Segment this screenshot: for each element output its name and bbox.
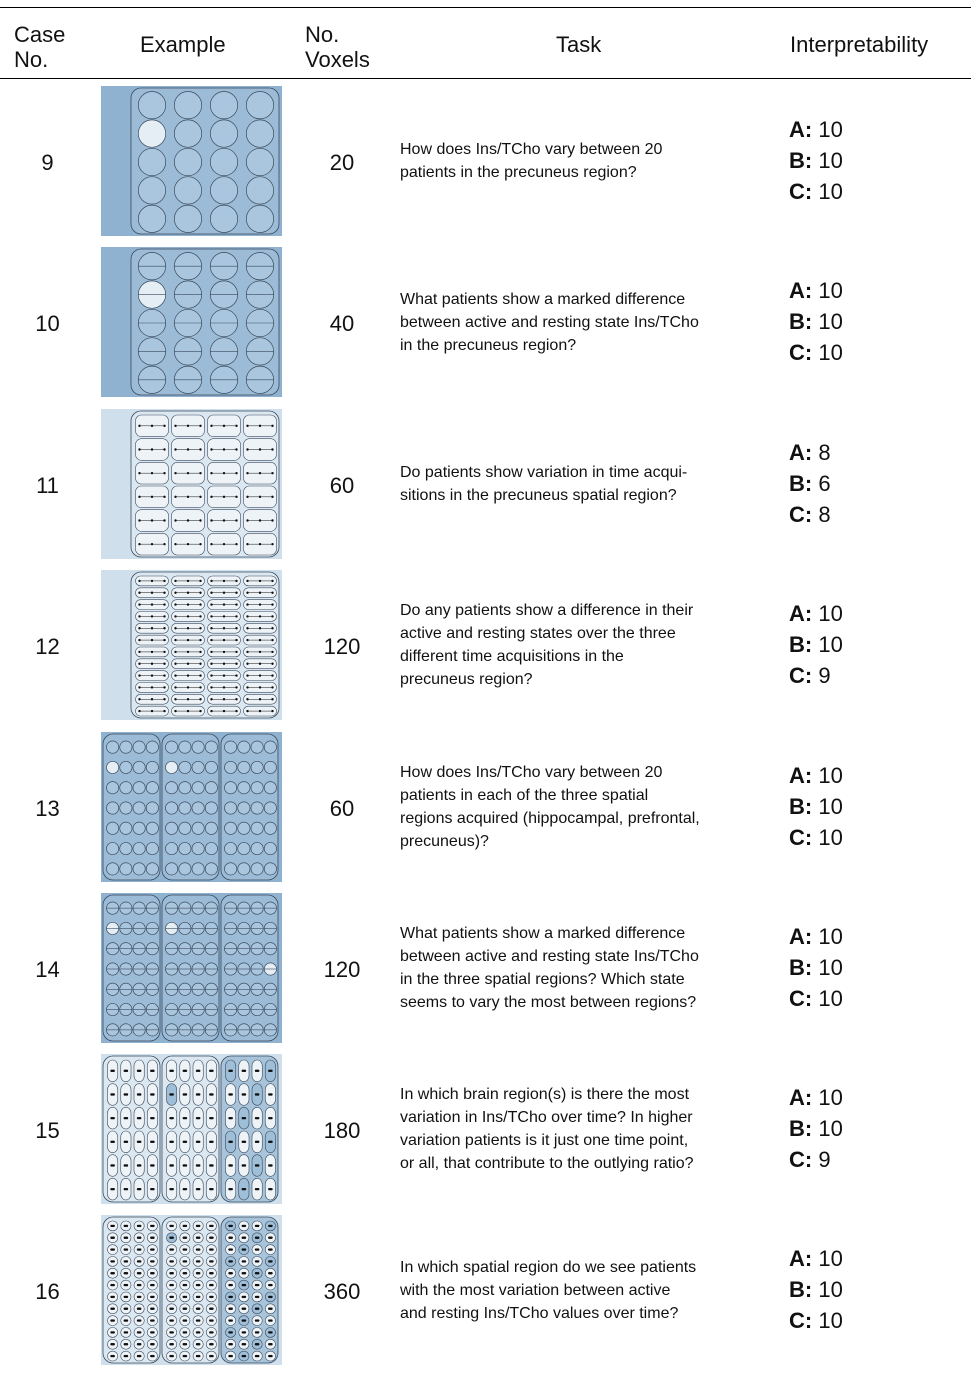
header-rule xyxy=(0,78,971,79)
example-graphic xyxy=(101,570,282,720)
table-row xyxy=(0,247,971,409)
task-line: precuneus)? xyxy=(400,833,489,850)
score-label: C: xyxy=(789,1308,813,1333)
task-line: precuneus region? xyxy=(400,671,533,688)
voxel-circle xyxy=(251,782,263,794)
score-label: C: xyxy=(789,825,813,850)
score-value: 10 xyxy=(818,1308,843,1333)
voxel-circle xyxy=(205,842,217,854)
case-number: 13 xyxy=(35,796,60,821)
task-description xyxy=(400,1256,772,1325)
voxel-circle xyxy=(146,822,158,834)
voxel-circle xyxy=(205,741,217,753)
score-line xyxy=(789,952,959,983)
score-value: 10 xyxy=(818,1085,843,1110)
voxel-circle xyxy=(238,842,250,854)
score-line xyxy=(789,275,959,306)
example-thumbnail xyxy=(101,570,282,720)
task-description xyxy=(400,461,772,507)
score-line xyxy=(789,629,959,660)
voxel-circle xyxy=(133,802,145,814)
score-line xyxy=(789,1082,959,1113)
task-line: sitions in the precuneus spatial region? xyxy=(400,487,677,504)
voxel-circle xyxy=(133,822,145,834)
score-label: C: xyxy=(789,179,813,204)
voxel-circle xyxy=(138,148,165,175)
score-value: 10 xyxy=(818,763,843,788)
task-line: variation patients is it just one time point, xyxy=(400,1132,689,1149)
task-description xyxy=(400,922,772,1014)
task-description xyxy=(400,599,772,691)
score-value: 10 xyxy=(818,986,843,1011)
voxel-circle xyxy=(246,92,273,119)
task-description xyxy=(400,1083,772,1175)
voxel-count: 120 xyxy=(323,634,361,659)
voxel-circle xyxy=(120,842,132,854)
voxel-circle xyxy=(120,741,132,753)
voxel-circle xyxy=(225,822,237,834)
voxel-circle xyxy=(166,842,178,854)
voxel-circle xyxy=(146,761,158,773)
header-example: Example xyxy=(140,32,226,57)
score-value: 10 xyxy=(818,1246,843,1271)
voxel-circle xyxy=(225,863,237,875)
voxel-circle xyxy=(138,177,165,204)
voxel-circle xyxy=(225,741,237,753)
voxel-count: 120 xyxy=(323,957,361,982)
task-line: seems to vary the most between regions? xyxy=(400,994,697,1011)
voxel-circle xyxy=(264,782,276,794)
voxel-circle xyxy=(146,842,158,854)
voxel-circle xyxy=(174,205,201,232)
voxel-circle xyxy=(138,92,165,119)
score-label: C: xyxy=(789,986,813,1011)
interpretability-scores xyxy=(789,1243,959,1336)
voxel-circle xyxy=(264,741,276,753)
score-label: A: xyxy=(789,117,813,142)
score-label: C: xyxy=(789,663,813,688)
voxel-circle xyxy=(146,863,158,875)
case-number: 11 xyxy=(36,473,59,498)
voxel-count: 60 xyxy=(329,473,355,498)
interpretability-scores xyxy=(789,921,959,1014)
voxel-circle xyxy=(146,802,158,814)
voxel-circle xyxy=(192,822,204,834)
voxel-circle xyxy=(246,148,273,175)
score-line xyxy=(789,983,959,1014)
score-value: 10 xyxy=(818,179,843,204)
voxel-circle xyxy=(210,92,237,119)
table-row xyxy=(0,86,971,248)
score-line xyxy=(789,114,959,145)
voxel-circle xyxy=(210,148,237,175)
score-label: A: xyxy=(789,763,813,788)
score-line xyxy=(789,760,959,791)
task-description xyxy=(400,761,772,853)
voxel-circle xyxy=(120,782,132,794)
task-line: Do any patients show a difference in their xyxy=(400,602,694,619)
voxel-circle xyxy=(166,761,178,773)
score-value: 10 xyxy=(818,924,843,949)
table-row xyxy=(0,1215,971,1377)
interpretability-scores xyxy=(789,114,959,207)
score-value: 10 xyxy=(818,955,843,980)
voxel-circle xyxy=(205,782,217,794)
voxel-circle xyxy=(246,120,273,147)
score-value: 10 xyxy=(818,117,843,142)
score-value: 10 xyxy=(818,825,843,850)
voxel-circle xyxy=(179,741,191,753)
voxel-circle xyxy=(120,822,132,834)
voxel-circle xyxy=(238,782,250,794)
task-line: different time acquisitions in the xyxy=(400,648,624,665)
voxel-circle xyxy=(120,863,132,875)
task-line: patients in the precuneus region? xyxy=(400,164,637,181)
case-number: 16 xyxy=(35,1279,60,1304)
case-number: 12 xyxy=(35,634,60,659)
header-case-line2: No. xyxy=(14,47,49,72)
score-label: B: xyxy=(789,471,813,496)
voxel-count: 360 xyxy=(323,1279,361,1304)
example-graphic xyxy=(101,86,282,236)
voxel-circle xyxy=(192,842,204,854)
voxel-count: 20 xyxy=(329,150,355,175)
top-rule xyxy=(0,7,971,8)
score-value: 9 xyxy=(818,663,831,688)
task-line: with the most variation between active xyxy=(400,1281,671,1299)
voxel-circle xyxy=(107,822,119,834)
score-label: B: xyxy=(789,148,813,173)
header-case-no xyxy=(14,22,65,72)
task-line: between active and resting state Ins/TCho xyxy=(400,948,699,965)
voxel-circle xyxy=(192,863,204,875)
voxel-circle xyxy=(166,822,178,834)
example-thumbnail xyxy=(101,1215,282,1365)
voxel-circle xyxy=(179,863,191,875)
example-thumbnail xyxy=(101,732,282,882)
score-value: 10 xyxy=(818,794,843,819)
case-number: 15 xyxy=(35,1118,60,1143)
score-line xyxy=(789,921,959,952)
score-line xyxy=(789,791,959,822)
voxel-circle xyxy=(264,822,276,834)
voxel-circle xyxy=(264,863,276,875)
example-thumbnail xyxy=(101,247,282,397)
voxel-circle xyxy=(192,761,204,773)
score-line xyxy=(789,1274,959,1305)
voxel-circle xyxy=(251,842,263,854)
task-line: regions acquired (hippocampal, prefrontal, xyxy=(400,810,700,827)
interpretability-scores xyxy=(789,598,959,691)
voxel-circle xyxy=(238,741,250,753)
score-value: 10 xyxy=(818,309,843,334)
voxel-circle xyxy=(210,120,237,147)
task-line: or all, that contribute to the outlying ratio? xyxy=(400,1155,694,1172)
score-label: B: xyxy=(789,309,813,334)
score-line xyxy=(789,306,959,337)
voxel-count: 180 xyxy=(323,1118,361,1143)
score-label: A: xyxy=(789,440,813,465)
voxel-circle xyxy=(264,761,276,773)
score-label: A: xyxy=(789,1246,813,1271)
score-line xyxy=(789,1243,959,1274)
voxel-circle xyxy=(174,120,201,147)
task-line: between active and resting state Ins/TCho xyxy=(400,313,699,331)
score-line xyxy=(789,598,959,629)
voxel-circle xyxy=(174,92,201,119)
task-description xyxy=(400,288,772,357)
score-value: 10 xyxy=(818,1277,843,1302)
voxel-circle xyxy=(146,782,158,794)
table-row xyxy=(0,570,971,732)
voxel-circle xyxy=(192,782,204,794)
score-line xyxy=(789,468,959,499)
task-line: In which spatial region do we see patients xyxy=(400,1258,697,1276)
score-line xyxy=(789,1144,959,1175)
header-interpretability: Interpretability xyxy=(790,32,929,57)
interpretability-scores xyxy=(789,437,959,530)
voxel-circle xyxy=(179,822,191,834)
task-line: patients in each of the three spatial xyxy=(400,787,649,804)
task-line: What patients show a marked difference xyxy=(400,925,686,942)
voxel-circle xyxy=(174,148,201,175)
score-value: 9 xyxy=(818,1147,831,1172)
voxel-circle xyxy=(238,863,250,875)
score-line xyxy=(789,1113,959,1144)
example-graphic xyxy=(101,409,282,559)
voxel-circle xyxy=(107,802,119,814)
voxel-circle xyxy=(166,741,178,753)
case-number: 10 xyxy=(35,311,60,336)
voxel-circle xyxy=(205,802,217,814)
score-value: 8 xyxy=(818,440,831,465)
table-row xyxy=(0,409,971,571)
voxel-circle xyxy=(210,205,237,232)
voxel-circle xyxy=(133,863,145,875)
task-line: What patients show a marked difference xyxy=(400,290,686,308)
voxel-circle xyxy=(120,761,132,773)
score-label: B: xyxy=(789,794,813,819)
task-line: variation in Ins/TCho over time? In higher xyxy=(400,1109,693,1126)
voxel-circle xyxy=(225,761,237,773)
voxel-circle xyxy=(138,205,165,232)
score-line xyxy=(789,337,959,368)
task-line: How does Ins/TCho vary between 20 xyxy=(400,141,663,158)
case-number: 14 xyxy=(35,957,60,982)
table-row xyxy=(0,1054,971,1216)
voxel-circle xyxy=(205,822,217,834)
score-label: B: xyxy=(789,632,813,657)
voxel-circle xyxy=(251,822,263,834)
voxel-circle xyxy=(133,782,145,794)
voxel-circle xyxy=(138,120,165,147)
header-voxels-line2: Voxels xyxy=(305,47,370,72)
voxel-count: 40 xyxy=(329,311,355,336)
example-thumbnail xyxy=(101,1054,282,1204)
voxel-circle xyxy=(264,802,276,814)
header-voxels-line1: No. xyxy=(305,22,340,47)
voxel-circle xyxy=(246,205,273,232)
voxel-circle xyxy=(192,802,204,814)
score-line xyxy=(789,660,959,691)
score-label: C: xyxy=(789,502,813,527)
example-graphic xyxy=(101,1054,282,1204)
task-line: and resting Ins/TCho values over time? xyxy=(400,1304,679,1322)
case-number: 9 xyxy=(41,150,54,175)
voxel-circle xyxy=(210,177,237,204)
voxel-circle xyxy=(251,761,263,773)
voxel-circle xyxy=(166,863,178,875)
example-graphic xyxy=(101,1215,282,1365)
voxel-circle xyxy=(238,761,250,773)
voxel-circle xyxy=(107,761,119,773)
example-graphic xyxy=(101,893,282,1043)
interpretability-scores xyxy=(789,275,959,368)
voxel-circle xyxy=(179,802,191,814)
score-line xyxy=(789,822,959,853)
score-label: A: xyxy=(789,1085,813,1110)
score-value: 10 xyxy=(818,601,843,626)
voxel-circle xyxy=(179,782,191,794)
voxel-circle xyxy=(251,802,263,814)
interpretability-scores xyxy=(789,760,959,853)
voxel-circle xyxy=(264,842,276,854)
score-label: C: xyxy=(789,1147,813,1172)
voxel-circle xyxy=(225,802,237,814)
voxel-circle xyxy=(107,842,119,854)
voxel-circle xyxy=(120,802,132,814)
voxel-circle xyxy=(251,741,263,753)
voxel-circle xyxy=(146,741,158,753)
voxel-circle xyxy=(225,782,237,794)
header-no-voxels xyxy=(305,22,370,72)
score-line xyxy=(789,499,959,530)
score-label: B: xyxy=(789,1116,813,1141)
voxel-circle xyxy=(166,782,178,794)
task-line: How does Ins/TCho vary between 20 xyxy=(400,764,663,781)
task-line: in the three spatial regions? Which state xyxy=(400,971,685,988)
voxel-circle xyxy=(192,741,204,753)
example-graphic xyxy=(101,732,282,882)
task-line: in the precuneus region? xyxy=(400,336,577,354)
voxel-circle xyxy=(205,863,217,875)
voxel-count: 60 xyxy=(329,796,355,821)
voxel-circle xyxy=(133,761,145,773)
task-description xyxy=(400,138,772,184)
score-value: 10 xyxy=(818,340,843,365)
score-label: C: xyxy=(789,340,813,365)
score-value: 6 xyxy=(818,471,831,496)
score-label: B: xyxy=(789,1277,813,1302)
header-task: Task xyxy=(556,32,602,57)
voxel-circle xyxy=(133,842,145,854)
score-value: 10 xyxy=(818,632,843,657)
voxel-circle xyxy=(166,802,178,814)
task-line: active and resting states over the three xyxy=(400,625,676,642)
interpretability-scores xyxy=(789,1082,959,1175)
voxel-circle xyxy=(179,761,191,773)
voxel-circle xyxy=(107,782,119,794)
table-row xyxy=(0,732,971,894)
voxel-circle xyxy=(107,741,119,753)
score-label: A: xyxy=(789,924,813,949)
score-label: A: xyxy=(789,278,813,303)
task-line: In which brain region(s) is there the most xyxy=(400,1086,690,1103)
voxel-circle xyxy=(179,842,191,854)
voxel-circle xyxy=(174,177,201,204)
table-row xyxy=(0,893,971,1055)
voxel-circle xyxy=(238,802,250,814)
voxel-circle xyxy=(246,177,273,204)
example-thumbnail xyxy=(101,86,282,236)
score-label: A: xyxy=(789,601,813,626)
example-graphic xyxy=(101,247,282,397)
example-thumbnail xyxy=(101,409,282,559)
score-line xyxy=(789,176,959,207)
voxel-circle xyxy=(133,741,145,753)
score-value: 8 xyxy=(818,502,831,527)
voxel-circle xyxy=(107,863,119,875)
score-value: 10 xyxy=(818,1116,843,1141)
score-label: B: xyxy=(789,955,813,980)
voxel-circle xyxy=(205,761,217,773)
header-case-line1: Case xyxy=(14,22,66,47)
score-value: 10 xyxy=(818,278,843,303)
voxel-circle xyxy=(225,842,237,854)
score-value: 10 xyxy=(818,148,843,173)
voxel-circle xyxy=(251,863,263,875)
score-line xyxy=(789,437,959,468)
example-thumbnail xyxy=(101,893,282,1043)
score-line xyxy=(789,1305,959,1336)
score-line xyxy=(789,145,959,176)
voxel-circle xyxy=(238,822,250,834)
task-line: Do patients show variation in time acqui- xyxy=(400,464,688,481)
